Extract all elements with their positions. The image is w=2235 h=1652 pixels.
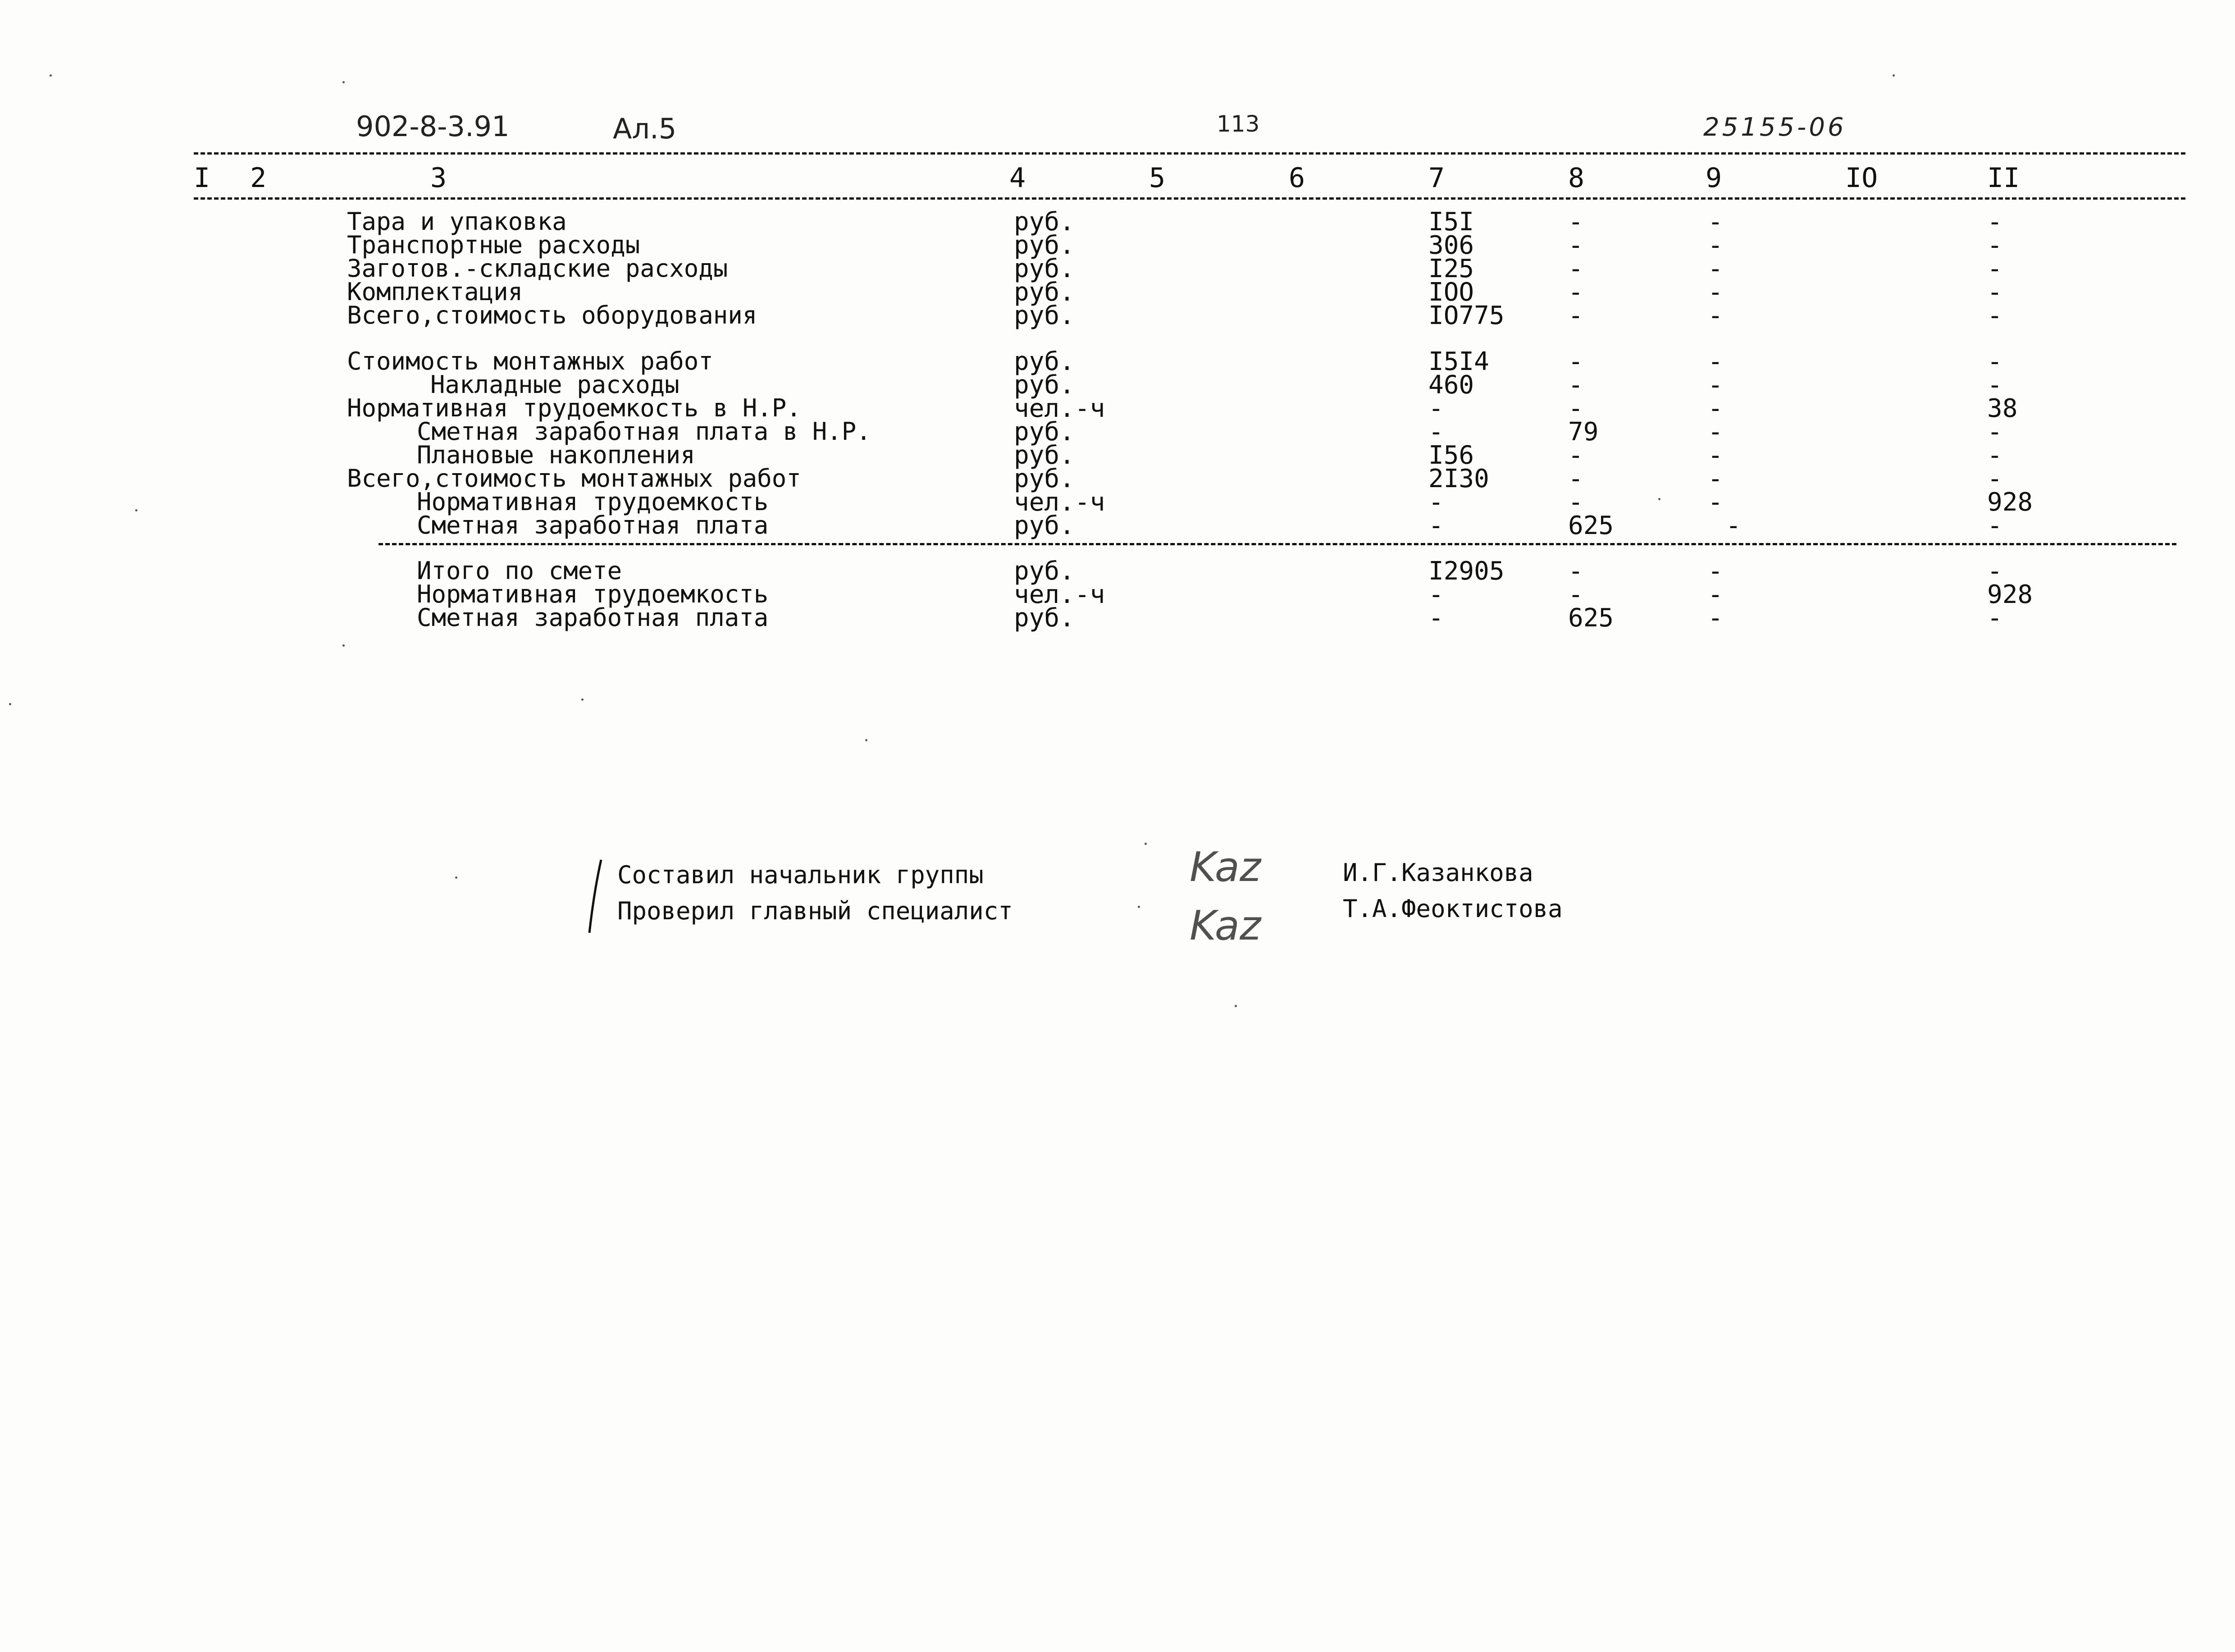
table-header-rule bbox=[194, 197, 2185, 200]
row-col9: - bbox=[1708, 347, 1723, 376]
row-col11: - bbox=[1987, 347, 2002, 376]
row-label: Транспортные расходы bbox=[347, 231, 640, 259]
row-label: Сметная заработная плата bbox=[417, 511, 769, 539]
row-unit: чел.-ч bbox=[1014, 488, 1105, 517]
row-col9: - bbox=[1708, 603, 1723, 633]
row-col11: - bbox=[1987, 417, 2002, 447]
row-col7: I2905 bbox=[1428, 557, 1505, 586]
col-header-3: 3 bbox=[430, 162, 447, 194]
compiled-by-label: Составил начальник группы bbox=[617, 861, 984, 889]
row-label: Сметная заработная плата bbox=[417, 603, 769, 632]
row-col8: 625 bbox=[1568, 511, 1614, 540]
col-header-1: I bbox=[194, 162, 210, 194]
row-col8: - bbox=[1568, 464, 1583, 493]
checked-by-name: Т.А.Феоктистова bbox=[1343, 894, 1563, 923]
row-col11: - bbox=[1987, 557, 2002, 586]
totals-separator-rule bbox=[379, 543, 2176, 545]
row-col7: 306 bbox=[1428, 231, 1474, 260]
checked-by-label: Проверил главный специалист bbox=[617, 897, 1013, 925]
row-label: Итого по смете bbox=[417, 557, 622, 585]
row-col9: - bbox=[1708, 464, 1723, 493]
row-col8: - bbox=[1568, 488, 1583, 517]
col-header-8: 8 bbox=[1568, 162, 1585, 194]
row-col7: - bbox=[1428, 580, 1444, 609]
row-unit: руб. bbox=[1014, 207, 1075, 237]
row-col8: 625 bbox=[1568, 603, 1614, 633]
row-col9: - bbox=[1708, 580, 1723, 609]
row-col11: - bbox=[1987, 464, 2002, 493]
row-col7: 2I30 bbox=[1428, 464, 1489, 493]
col-header-10: IO bbox=[1845, 162, 1878, 194]
row-unit: руб. bbox=[1014, 231, 1075, 260]
col-header-11: II bbox=[1987, 162, 2020, 194]
col-header-7: 7 bbox=[1428, 162, 1445, 194]
row-col9: - bbox=[1708, 207, 1723, 237]
row-col8: 79 bbox=[1568, 417, 1599, 447]
row-col7: - bbox=[1428, 417, 1444, 447]
row-unit: руб. bbox=[1014, 417, 1075, 447]
row-col7: - bbox=[1428, 394, 1444, 423]
margin-mark bbox=[586, 856, 604, 937]
row-col7: - bbox=[1428, 603, 1444, 633]
row-col8: - bbox=[1568, 347, 1583, 376]
row-col11: - bbox=[1987, 370, 2002, 400]
row-unit: руб. bbox=[1014, 557, 1075, 586]
checked-signature: Kaz bbox=[1190, 902, 1261, 949]
row-label: Нормативная трудоемкость в Н.Р. bbox=[347, 394, 801, 422]
row-col11: 928 bbox=[1987, 488, 2033, 517]
row-col9: - bbox=[1708, 441, 1723, 470]
row-col9: - bbox=[1708, 231, 1723, 260]
row-unit: чел.-ч bbox=[1014, 394, 1105, 423]
row-col11: - bbox=[1987, 603, 2002, 633]
col-header-4: 4 bbox=[1009, 162, 1026, 194]
col-header-2: 2 bbox=[250, 162, 267, 194]
row-label: Заготов.-складские расходы bbox=[347, 254, 728, 283]
row-col7: I5I4 bbox=[1428, 347, 1489, 376]
row-unit: руб. bbox=[1014, 370, 1075, 400]
row-col11: - bbox=[1987, 278, 2002, 307]
scan-speck bbox=[1235, 1005, 1237, 1007]
row-col7: - bbox=[1428, 511, 1444, 540]
row-label: Всего,стоимость оборудования bbox=[347, 301, 757, 329]
page-number: 113 bbox=[1217, 111, 1260, 137]
row-unit: руб. bbox=[1014, 278, 1075, 307]
compiled-signature: Kaz bbox=[1190, 844, 1261, 891]
row-col9: - bbox=[1708, 417, 1723, 447]
row-label: Накладные расходы bbox=[430, 370, 680, 399]
stamp-number: 25155-06 bbox=[1703, 113, 1847, 142]
row-label: Нормативная трудоемкость bbox=[417, 488, 769, 516]
row-col7: I5I bbox=[1428, 207, 1474, 237]
row-unit: руб. bbox=[1014, 603, 1075, 633]
row-col8: - bbox=[1568, 441, 1583, 470]
row-col9: - bbox=[1708, 488, 1723, 517]
table-top-rule bbox=[194, 152, 2185, 155]
row-col11: - bbox=[1987, 441, 2002, 470]
compiled-by-name: И.Г.Казанкова bbox=[1343, 858, 1533, 887]
row-col7: - bbox=[1428, 488, 1444, 517]
row-col8: - bbox=[1568, 254, 1583, 283]
col-header-5: 5 bbox=[1149, 162, 1166, 194]
row-unit: руб. bbox=[1014, 441, 1075, 470]
row-label: Тара и упаковка bbox=[347, 207, 567, 236]
row-col11: 38 bbox=[1987, 394, 2018, 423]
row-label: Плановые накопления bbox=[417, 441, 695, 469]
row-col9: - bbox=[1708, 254, 1723, 283]
row-col9: - bbox=[1708, 301, 1723, 330]
row-col9: - bbox=[1708, 370, 1723, 400]
row-unit: чел.-ч bbox=[1014, 580, 1105, 609]
row-col8: - bbox=[1568, 370, 1583, 400]
album-label: Ал.5 bbox=[613, 112, 677, 145]
scan-speck bbox=[1138, 906, 1140, 908]
row-unit: руб. bbox=[1014, 301, 1075, 330]
row-col11: 928 bbox=[1987, 580, 2033, 609]
scan-speck bbox=[9, 703, 11, 705]
col-header-6: 6 bbox=[1289, 162, 1305, 194]
scan-speck bbox=[1658, 498, 1660, 500]
scan-speck bbox=[342, 81, 345, 83]
scan-speck bbox=[135, 509, 137, 511]
row-col7: IOO bbox=[1428, 278, 1474, 307]
col-header-9: 9 bbox=[1706, 162, 1722, 194]
row-unit: руб. bbox=[1014, 511, 1075, 540]
row-label: Нормативная трудоемкость bbox=[417, 580, 769, 608]
row-unit: руб. bbox=[1014, 254, 1075, 283]
row-col7: IO775 bbox=[1428, 301, 1505, 330]
row-unit: руб. bbox=[1014, 464, 1075, 493]
row-label: Комплектация bbox=[347, 278, 523, 306]
row-col8: - bbox=[1568, 394, 1583, 423]
row-col9: - bbox=[1708, 278, 1723, 307]
row-col9: - bbox=[1726, 511, 1741, 540]
row-col8: - bbox=[1568, 207, 1583, 237]
row-col11: - bbox=[1987, 207, 2002, 237]
row-col9: - bbox=[1708, 394, 1723, 423]
row-col11: - bbox=[1987, 301, 2002, 330]
row-col8: - bbox=[1568, 231, 1583, 260]
row-col11: - bbox=[1987, 511, 2002, 540]
row-label: Стоимость монтажных работ bbox=[347, 347, 713, 375]
doc-code: 902-8-3.91 bbox=[356, 110, 510, 143]
row-col8: - bbox=[1568, 557, 1583, 586]
row-col9: - bbox=[1708, 557, 1723, 586]
scan-speck bbox=[1145, 843, 1147, 845]
row-col7: 460 bbox=[1428, 370, 1474, 400]
scan-speck bbox=[1893, 74, 1895, 77]
row-col8: - bbox=[1568, 278, 1583, 307]
row-label: Сметная заработная плата в Н.Р. bbox=[417, 417, 871, 446]
row-col8: - bbox=[1568, 580, 1583, 609]
row-unit: руб. bbox=[1014, 347, 1075, 376]
row-col8: - bbox=[1568, 301, 1583, 330]
row-col7: I25 bbox=[1428, 254, 1474, 283]
row-col7: I56 bbox=[1428, 441, 1474, 470]
scan-speck bbox=[50, 74, 52, 77]
row-col11: - bbox=[1987, 254, 2002, 283]
scan-speck bbox=[865, 739, 867, 741]
scan-speck bbox=[455, 876, 457, 879]
row-col11: - bbox=[1987, 231, 2002, 260]
scan-speck bbox=[342, 644, 345, 647]
row-label: Всего,стоимость монтажных работ bbox=[347, 464, 801, 493]
scan-speck bbox=[581, 698, 584, 701]
